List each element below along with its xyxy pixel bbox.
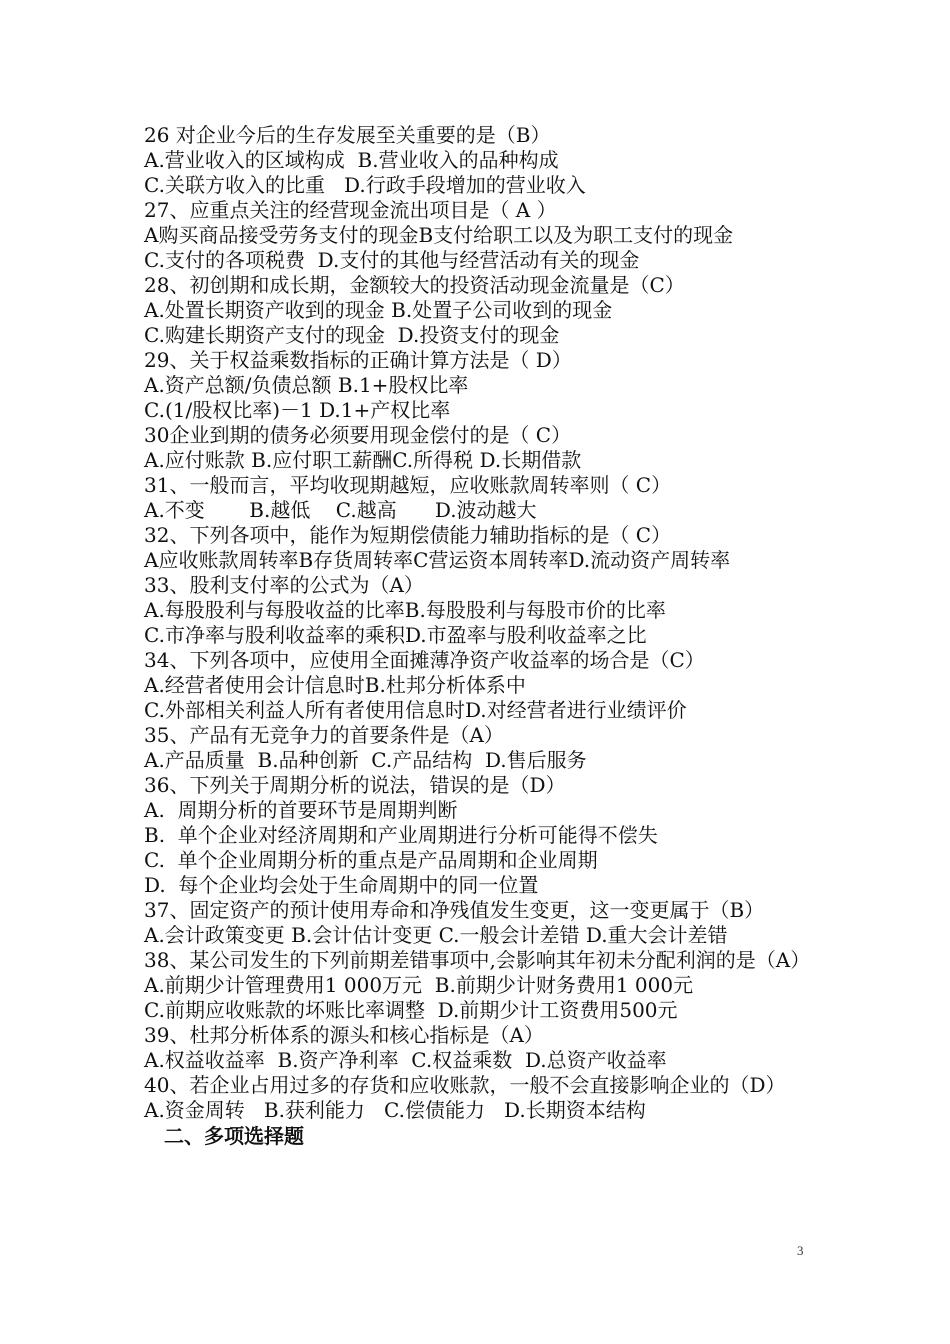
text-line: 35、产品有无竞争力的首要条件是（A） bbox=[144, 723, 504, 747]
text-line: C.市净率与股利收益率的乘积D.市盈率与股利收益率之比 bbox=[144, 623, 647, 647]
text-line: A.产品质量 B.品种创新 C.产品结构 D.售后服务 bbox=[144, 748, 587, 772]
text-line: 36、下列关于周期分析的说法，错误的是（D） bbox=[144, 773, 566, 797]
text-line: 40、若企业占用过多的存货和应收账款，一般不会直接影响企业的（D） bbox=[144, 1073, 786, 1097]
text-line: C.(1/股权比率)－1 D.1+产权比率 bbox=[144, 398, 451, 422]
text-line: D. 每个企业均会处于生命周期中的同一位置 bbox=[144, 873, 539, 897]
text-line: A.不变 B.越低 C.越高 D.波动越大 bbox=[144, 498, 537, 522]
text-line: 39、杜邦分析体系的源头和核心指标是（A） bbox=[144, 1023, 544, 1047]
text-line: 26 对企业今后的生存发展至关重要的是（B） bbox=[144, 123, 551, 147]
text-line: A.营业收入的区域构成 B.营业收入的品种构成 bbox=[144, 148, 559, 172]
text-line: A.资金周转 B.获利能力 C.偿债能力 D.长期资本结构 bbox=[144, 1098, 646, 1122]
text-line: 37、固定资产的预计使用寿命和净残值发生变更，这一变更属于（B） bbox=[144, 898, 765, 922]
text-line: C.支付的各项税费 D.支付的其他与经营活动有关的现金 bbox=[144, 248, 640, 272]
text-line: 32、下列各项中，能作为短期偿债能力辅助指标的是（ C） bbox=[144, 523, 672, 547]
text-line: C.外部相关利益人所有者使用信息时D.对经营者进行业绩评价 bbox=[144, 698, 687, 722]
text-line: A.权益收益率 B.资产净利率 C.权益乘数 D.总资产收益率 bbox=[144, 1048, 667, 1072]
text-line: C.购建长期资产支付的现金 D.投资支付的现金 bbox=[144, 323, 560, 347]
text-line: 30企业到期的债务必须要用现金偿付的是（ C） bbox=[144, 423, 572, 447]
text-line: B. 单个企业对经济周期和产业周期进行分析可能得不偿失 bbox=[144, 823, 658, 847]
text-line: 34、下列各项中，应使用全面摊薄净资产收益率的场合是（C） bbox=[144, 648, 705, 672]
page-number: 3 bbox=[797, 1243, 804, 1258]
text-line: A.每股股利与每股收益的比率B.每股股利与每股市价的比率 bbox=[144, 598, 666, 622]
text-line: C. 单个企业周期分析的重点是产品周期和企业周期 bbox=[144, 848, 598, 872]
text-line: A购买商品接受劳务支付的现金B支付给职工以及为职工支付的现金 bbox=[144, 223, 734, 247]
text-line: A.会计政策变更 B.会计估计变更 C.一般会计差错 D.重大会计差错 bbox=[144, 923, 728, 947]
text-line: 33、股利支付率的公式为（A） bbox=[144, 573, 424, 597]
text-line: A.经营者使用会计信息时B.杜邦分析体系中 bbox=[144, 673, 526, 697]
text-line: A.应付账款 B.应付职工薪酬C.所得税 D.长期借款 bbox=[144, 448, 582, 472]
text-line: A. 周期分析的首要环节是周期判断 bbox=[144, 798, 458, 822]
text-line: C.前期应收账款的坏账比率调整 D.前期少计工资费用500元 bbox=[144, 998, 678, 1022]
text-line: A.资产总额/负债总额 B.1+股权比率 bbox=[144, 373, 469, 397]
text-line: 29、关于权益乘数指标的正确计算方法是（ D） bbox=[144, 348, 572, 372]
section-heading: 二、多项选择题 bbox=[164, 1124, 304, 1148]
text-line: A.前期少计管理费用1 000万元 B.前期少计财务费用1 000元 bbox=[144, 973, 694, 997]
text-line: 38、某公司发生的下列前期差错事项中,会影响其年初未分配利润的是（A） bbox=[144, 948, 811, 972]
text-line: A应收账款周转率B存货周转率C营运资本周转率D.流动资产周转率 bbox=[144, 548, 731, 572]
text-line: 31、一般而言，平均收现期越短，应收账款周转率则（ C） bbox=[144, 473, 672, 497]
question-list bbox=[144, 123, 814, 1149]
text-line: 27、应重点关注的经营现金流出项目是（ A ） bbox=[144, 198, 557, 222]
text-line: C.关联方收入的比重 D.行政手段增加的营业收入 bbox=[144, 173, 586, 197]
text-line: 28、初创期和成长期，金额较大的投资活动现金流量是（C） bbox=[144, 273, 685, 297]
text-line: A.处置长期资产收到的现金 B.处置子公司收到的现金 bbox=[144, 298, 613, 322]
